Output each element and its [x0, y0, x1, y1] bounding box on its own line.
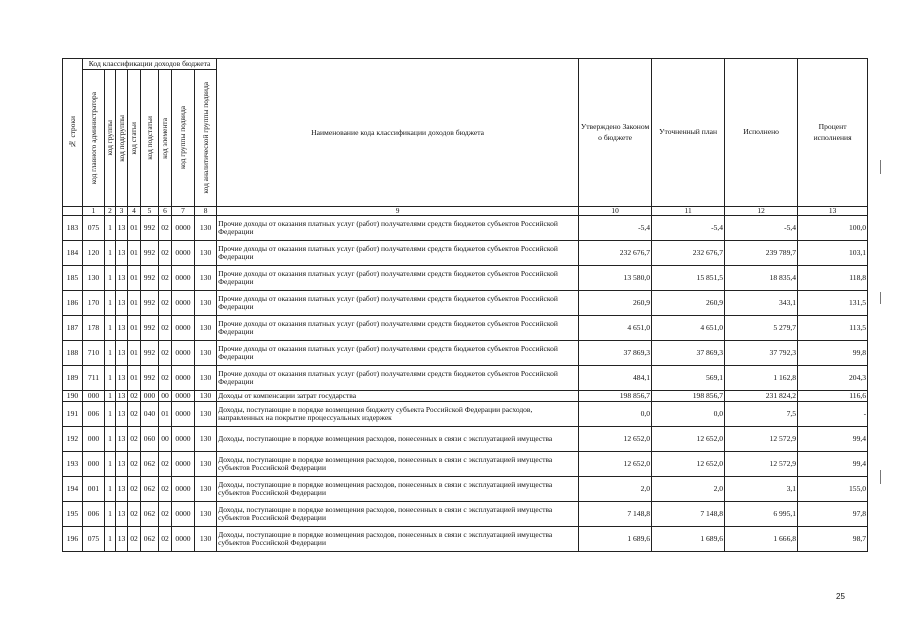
percent-cell: -: [798, 402, 868, 427]
table-row: [63, 366, 868, 391]
approved-cell: 12 652,0: [579, 452, 652, 477]
executed-cell: 3,1: [725, 477, 798, 502]
code-subgroup-cell: 13: [116, 216, 128, 241]
code-group-cell: 1: [105, 291, 116, 316]
code-subarticle-cell: 040: [141, 402, 159, 427]
code-element-cell: 00: [159, 427, 172, 452]
header-row-number: № строки: [63, 59, 83, 207]
refined-cell: 232 676,7: [652, 241, 725, 266]
executed-cell: 5 279,7: [725, 316, 798, 341]
code-element-cell: 00: [159, 391, 172, 402]
code-subarticle-cell: 062: [141, 527, 159, 552]
scan-edge-mark: [880, 470, 881, 484]
code-subarticle-cell: 992: [141, 316, 159, 341]
page-number: 25: [836, 592, 845, 601]
column-number: 12: [725, 207, 798, 216]
column-number-row: [63, 207, 868, 216]
code-admin-cell: 710: [83, 341, 105, 366]
executed-cell: 18 835,4: [725, 266, 798, 291]
code-subtype-group-cell: 0000: [172, 527, 195, 552]
refined-cell: 12 652,0: [652, 452, 725, 477]
row-number-cell: 191: [63, 402, 83, 427]
name-cell: Прочие доходы от оказания платных услуг (работ) получателями средств бюджетов субъектов Российской Федерации: [217, 366, 579, 391]
code-analytic-group-cell: 130: [195, 216, 217, 241]
header-code-subtype-group: код группы подвида: [172, 70, 195, 207]
column-number: [63, 207, 83, 216]
code-subarticle-cell: 062: [141, 452, 159, 477]
code-article-cell: 02: [128, 452, 141, 477]
row-number-cell: 190: [63, 391, 83, 402]
code-admin-cell: 001: [83, 477, 105, 502]
executed-cell: 239 789,7: [725, 241, 798, 266]
header-code-article: код статьи: [128, 70, 141, 207]
revenue-table: [62, 58, 868, 552]
row-number-cell: 186: [63, 291, 83, 316]
row-number-cell: 187: [63, 316, 83, 341]
code-article-cell: 01: [128, 341, 141, 366]
table-row: [63, 452, 868, 477]
name-cell: Доходы, поступающие в порядке возмещения расходов, понесенных в связи с эксплуатацией имущества субъектов Российской Федерации: [217, 527, 579, 552]
code-subgroup-cell: 13: [116, 452, 128, 477]
header-code-analytic-group: код аналитической группы подвида: [195, 70, 217, 207]
refined-cell: 198 856,7: [652, 391, 725, 402]
name-cell: Доходы, поступающие в порядке возмещения расходов, понесенных в связи с эксплуатацией имущества субъектов Российской Федерации: [217, 452, 579, 477]
executed-cell: 1 162,8: [725, 366, 798, 391]
approved-cell: 232 676,7: [579, 241, 652, 266]
approved-cell: 484,1: [579, 366, 652, 391]
code-article-cell: 02: [128, 477, 141, 502]
code-article-cell: 02: [128, 402, 141, 427]
name-cell: Прочие доходы от оказания платных услуг (работ) получателями средств бюджетов субъектов Российской Федерации: [217, 341, 579, 366]
code-analytic-group-cell: 130: [195, 266, 217, 291]
code-subtype-group-cell: 0000: [172, 502, 195, 527]
code-element-cell: 02: [159, 477, 172, 502]
code-article-cell: 01: [128, 216, 141, 241]
table-row: [63, 341, 868, 366]
column-number: 1: [83, 207, 105, 216]
percent-cell: 155,0: [798, 477, 868, 502]
code-article-cell: 02: [128, 527, 141, 552]
code-group-cell: 1: [105, 341, 116, 366]
code-subtype-group-cell: 0000: [172, 316, 195, 341]
code-admin-cell: 170: [83, 291, 105, 316]
code-group-cell: 1: [105, 241, 116, 266]
code-subarticle-cell: 062: [141, 502, 159, 527]
code-subtype-group-cell: 0000: [172, 216, 195, 241]
code-element-cell: 02: [159, 316, 172, 341]
code-subarticle-cell: 992: [141, 341, 159, 366]
name-cell: Прочие доходы от оказания платных услуг (работ) получателями средств бюджетов субъектов Российской Федерации: [217, 241, 579, 266]
code-subarticle-cell: 062: [141, 477, 159, 502]
column-number: 8: [195, 207, 217, 216]
code-admin-cell: 000: [83, 427, 105, 452]
name-cell: Доходы, поступающие в порядке возмещения расходов, понесенных в связи с эксплуатацией имущества субъектов Российской Федерации: [217, 477, 579, 502]
code-subgroup-cell: 13: [116, 291, 128, 316]
header-name: Наименование кода классификации доходов бюджета: [217, 59, 579, 207]
column-number: 6: [159, 207, 172, 216]
header-code-subgroup: код подгруппы: [116, 70, 128, 207]
percent-cell: 118,8: [798, 266, 868, 291]
percent-cell: 100,0: [798, 216, 868, 241]
code-subtype-group-cell: 0000: [172, 291, 195, 316]
code-element-cell: 02: [159, 452, 172, 477]
code-element-cell: 02: [159, 527, 172, 552]
name-cell: Доходы, поступающие в порядке возмещения расходов, понесенных в связи с эксплуатацией имущества субъектов Российской Федерации: [217, 502, 579, 527]
name-cell: Прочие доходы от оказания платных услуг (работ) получателями средств бюджетов субъектов Российской Федерации: [217, 316, 579, 341]
refined-cell: 15 851,5: [652, 266, 725, 291]
code-subtype-group-cell: 0000: [172, 241, 195, 266]
code-subarticle-cell: 992: [141, 266, 159, 291]
percent-cell: 99,4: [798, 427, 868, 452]
table-row: [63, 241, 868, 266]
code-subgroup-cell: 13: [116, 427, 128, 452]
column-number: 7: [172, 207, 195, 216]
code-admin-cell: 178: [83, 316, 105, 341]
code-analytic-group-cell: 130: [195, 316, 217, 341]
executed-cell: 231 824,2: [725, 391, 798, 402]
header-classification-group: Код классификации доходов бюджета: [83, 59, 217, 70]
code-article-cell: 01: [128, 266, 141, 291]
table-row: [63, 216, 868, 241]
code-analytic-group-cell: 130: [195, 502, 217, 527]
code-admin-cell: 075: [83, 216, 105, 241]
code-analytic-group-cell: 130: [195, 527, 217, 552]
code-group-cell: 1: [105, 502, 116, 527]
refined-cell: 7 148,8: [652, 502, 725, 527]
code-admin-cell: 120: [83, 241, 105, 266]
code-element-cell: 02: [159, 366, 172, 391]
percent-cell: 98,7: [798, 527, 868, 552]
percent-cell: 99,8: [798, 341, 868, 366]
code-subgroup-cell: 13: [116, 341, 128, 366]
table-row: [63, 391, 868, 402]
table-row: [63, 402, 868, 427]
code-group-cell: 1: [105, 216, 116, 241]
executed-cell: 1 666,8: [725, 527, 798, 552]
executed-cell: 6 995,1: [725, 502, 798, 527]
code-analytic-group-cell: 130: [195, 241, 217, 266]
percent-cell: 131,5: [798, 291, 868, 316]
code-element-cell: 02: [159, 216, 172, 241]
code-subtype-group-cell: 0000: [172, 341, 195, 366]
header-code-subarticle: код подстатьи: [141, 70, 159, 207]
header-executed: Исполнено: [725, 59, 798, 207]
approved-cell: 1 689,6: [579, 527, 652, 552]
name-cell: Доходы, поступающие в порядке возмещения бюджету субъекта Российской Федерации расходов, направленных на покрытие процессуальных издержек: [217, 402, 579, 427]
column-number: 10: [579, 207, 652, 216]
approved-cell: -5,4: [579, 216, 652, 241]
code-subgroup-cell: 13: [116, 391, 128, 402]
percent-cell: 113,5: [798, 316, 868, 341]
code-element-cell: 02: [159, 266, 172, 291]
scan-edge-mark: [880, 292, 881, 304]
code-article-cell: 02: [128, 502, 141, 527]
refined-cell: 1 689,6: [652, 527, 725, 552]
approved-cell: 198 856,7: [579, 391, 652, 402]
code-group-cell: 1: [105, 391, 116, 402]
header-percent: Процент исполнения: [798, 59, 868, 207]
approved-cell: 37 869,3: [579, 341, 652, 366]
code-subgroup-cell: 13: [116, 527, 128, 552]
code-admin-cell: 000: [83, 452, 105, 477]
code-subarticle-cell: 992: [141, 291, 159, 316]
code-subgroup-cell: 13: [116, 477, 128, 502]
table-row: [63, 527, 868, 552]
table-row: [63, 316, 868, 341]
scan-edge-mark: [880, 160, 881, 174]
code-analytic-group-cell: 130: [195, 291, 217, 316]
code-subtype-group-cell: 0000: [172, 366, 195, 391]
code-admin-cell: 711: [83, 366, 105, 391]
refined-cell: 37 869,3: [652, 341, 725, 366]
table-body: [63, 216, 868, 552]
row-number-cell: 195: [63, 502, 83, 527]
code-admin-cell: 006: [83, 402, 105, 427]
name-cell: Доходы от компенсации затрат государства: [217, 391, 579, 402]
code-subgroup-cell: 13: [116, 366, 128, 391]
code-group-cell: 1: [105, 266, 116, 291]
approved-cell: 12 652,0: [579, 427, 652, 452]
code-subtype-group-cell: 0000: [172, 391, 195, 402]
header-code-admin: код главного администратора: [83, 70, 105, 207]
code-subgroup-cell: 13: [116, 502, 128, 527]
percent-cell: 97,8: [798, 502, 868, 527]
table-row: [63, 291, 868, 316]
approved-cell: 4 651,0: [579, 316, 652, 341]
refined-cell: 0,0: [652, 402, 725, 427]
executed-cell: -5,4: [725, 216, 798, 241]
code-analytic-group-cell: 130: [195, 391, 217, 402]
code-article-cell: 02: [128, 427, 141, 452]
executed-cell: 37 792,3: [725, 341, 798, 366]
code-analytic-group-cell: 130: [195, 427, 217, 452]
code-admin-cell: 075: [83, 527, 105, 552]
row-number-cell: 196: [63, 527, 83, 552]
row-number-cell: 192: [63, 427, 83, 452]
approved-cell: 260,9: [579, 291, 652, 316]
refined-cell: 4 651,0: [652, 316, 725, 341]
approved-cell: 7 148,8: [579, 502, 652, 527]
table-row: [63, 266, 868, 291]
name-cell: Прочие доходы от оказания платных услуг (работ) получателями средств бюджетов субъектов Российской Федерации: [217, 216, 579, 241]
code-group-cell: 1: [105, 527, 116, 552]
header-code-group: код группы: [105, 70, 116, 207]
row-number-cell: 189: [63, 366, 83, 391]
code-subtype-group-cell: 0000: [172, 477, 195, 502]
header-refined: Уточненный план: [652, 59, 725, 207]
table-row: [63, 477, 868, 502]
row-number-cell: 185: [63, 266, 83, 291]
column-number: 4: [128, 207, 141, 216]
code-group-cell: 1: [105, 366, 116, 391]
code-admin-cell: 130: [83, 266, 105, 291]
code-analytic-group-cell: 130: [195, 477, 217, 502]
executed-cell: 343,1: [725, 291, 798, 316]
executed-cell: 12 572,9: [725, 427, 798, 452]
approved-cell: 13 580,0: [579, 266, 652, 291]
column-number: 5: [141, 207, 159, 216]
code-analytic-group-cell: 130: [195, 366, 217, 391]
header-approved: Утверждено Законом о бюджете: [579, 59, 652, 207]
code-group-cell: 1: [105, 316, 116, 341]
row-number-cell: 188: [63, 341, 83, 366]
percent-cell: 204,3: [798, 366, 868, 391]
refined-cell: 260,9: [652, 291, 725, 316]
code-analytic-group-cell: 130: [195, 341, 217, 366]
code-group-cell: 1: [105, 477, 116, 502]
approved-cell: 0,0: [579, 402, 652, 427]
code-article-cell: 02: [128, 391, 141, 402]
column-number: 2: [105, 207, 116, 216]
code-subgroup-cell: 13: [116, 266, 128, 291]
code-article-cell: 01: [128, 366, 141, 391]
code-element-cell: 02: [159, 341, 172, 366]
code-article-cell: 01: [128, 241, 141, 266]
refined-cell: 2,0: [652, 477, 725, 502]
code-element-cell: 01: [159, 402, 172, 427]
percent-cell: 99,4: [798, 452, 868, 477]
code-subarticle-cell: 060: [141, 427, 159, 452]
code-article-cell: 01: [128, 291, 141, 316]
name-cell: Доходы, поступающие в порядке возмещения расходов, понесенных в связи с эксплуатацией имущества: [217, 427, 579, 452]
code-subtype-group-cell: 0000: [172, 402, 195, 427]
refined-cell: 12 652,0: [652, 427, 725, 452]
refined-cell: 569,1: [652, 366, 725, 391]
executed-cell: 7,5: [725, 402, 798, 427]
row-number-cell: 194: [63, 477, 83, 502]
name-cell: Прочие доходы от оказания платных услуг (работ) получателями средств бюджетов субъектов Российской Федерации: [217, 266, 579, 291]
refined-cell: -5,4: [652, 216, 725, 241]
code-subgroup-cell: 13: [116, 316, 128, 341]
document-page: [62, 58, 867, 552]
header-code-element: код элемента: [159, 70, 172, 207]
row-number-cell: 184: [63, 241, 83, 266]
column-number: 11: [652, 207, 725, 216]
name-cell: Прочие доходы от оказания платных услуг (работ) получателями средств бюджетов субъектов Российской Федерации: [217, 291, 579, 316]
code-subtype-group-cell: 0000: [172, 452, 195, 477]
code-subtype-group-cell: 0000: [172, 266, 195, 291]
code-subarticle-cell: 992: [141, 241, 159, 266]
code-element-cell: 02: [159, 502, 172, 527]
approved-cell: 2,0: [579, 477, 652, 502]
code-element-cell: 02: [159, 241, 172, 266]
row-number-cell: 183: [63, 216, 83, 241]
code-group-cell: 1: [105, 427, 116, 452]
code-subgroup-cell: 13: [116, 241, 128, 266]
percent-cell: 116,6: [798, 391, 868, 402]
column-number: 13: [798, 207, 868, 216]
executed-cell: 12 572,9: [725, 452, 798, 477]
code-article-cell: 01: [128, 316, 141, 341]
row-number-cell: 193: [63, 452, 83, 477]
column-number: 9: [217, 207, 579, 216]
code-element-cell: 02: [159, 291, 172, 316]
code-subarticle-cell: 992: [141, 216, 159, 241]
percent-cell: 103,1: [798, 241, 868, 266]
code-subtype-group-cell: 0000: [172, 427, 195, 452]
code-analytic-group-cell: 130: [195, 452, 217, 477]
code-subarticle-cell: 992: [141, 366, 159, 391]
code-group-cell: 1: [105, 452, 116, 477]
column-number: 3: [116, 207, 128, 216]
code-admin-cell: 006: [83, 502, 105, 527]
table-row: [63, 502, 868, 527]
code-subgroup-cell: 13: [116, 402, 128, 427]
code-group-cell: 1: [105, 402, 116, 427]
code-admin-cell: 000: [83, 391, 105, 402]
code-subarticle-cell: 000: [141, 391, 159, 402]
code-analytic-group-cell: 130: [195, 402, 217, 427]
table-row: [63, 427, 868, 452]
